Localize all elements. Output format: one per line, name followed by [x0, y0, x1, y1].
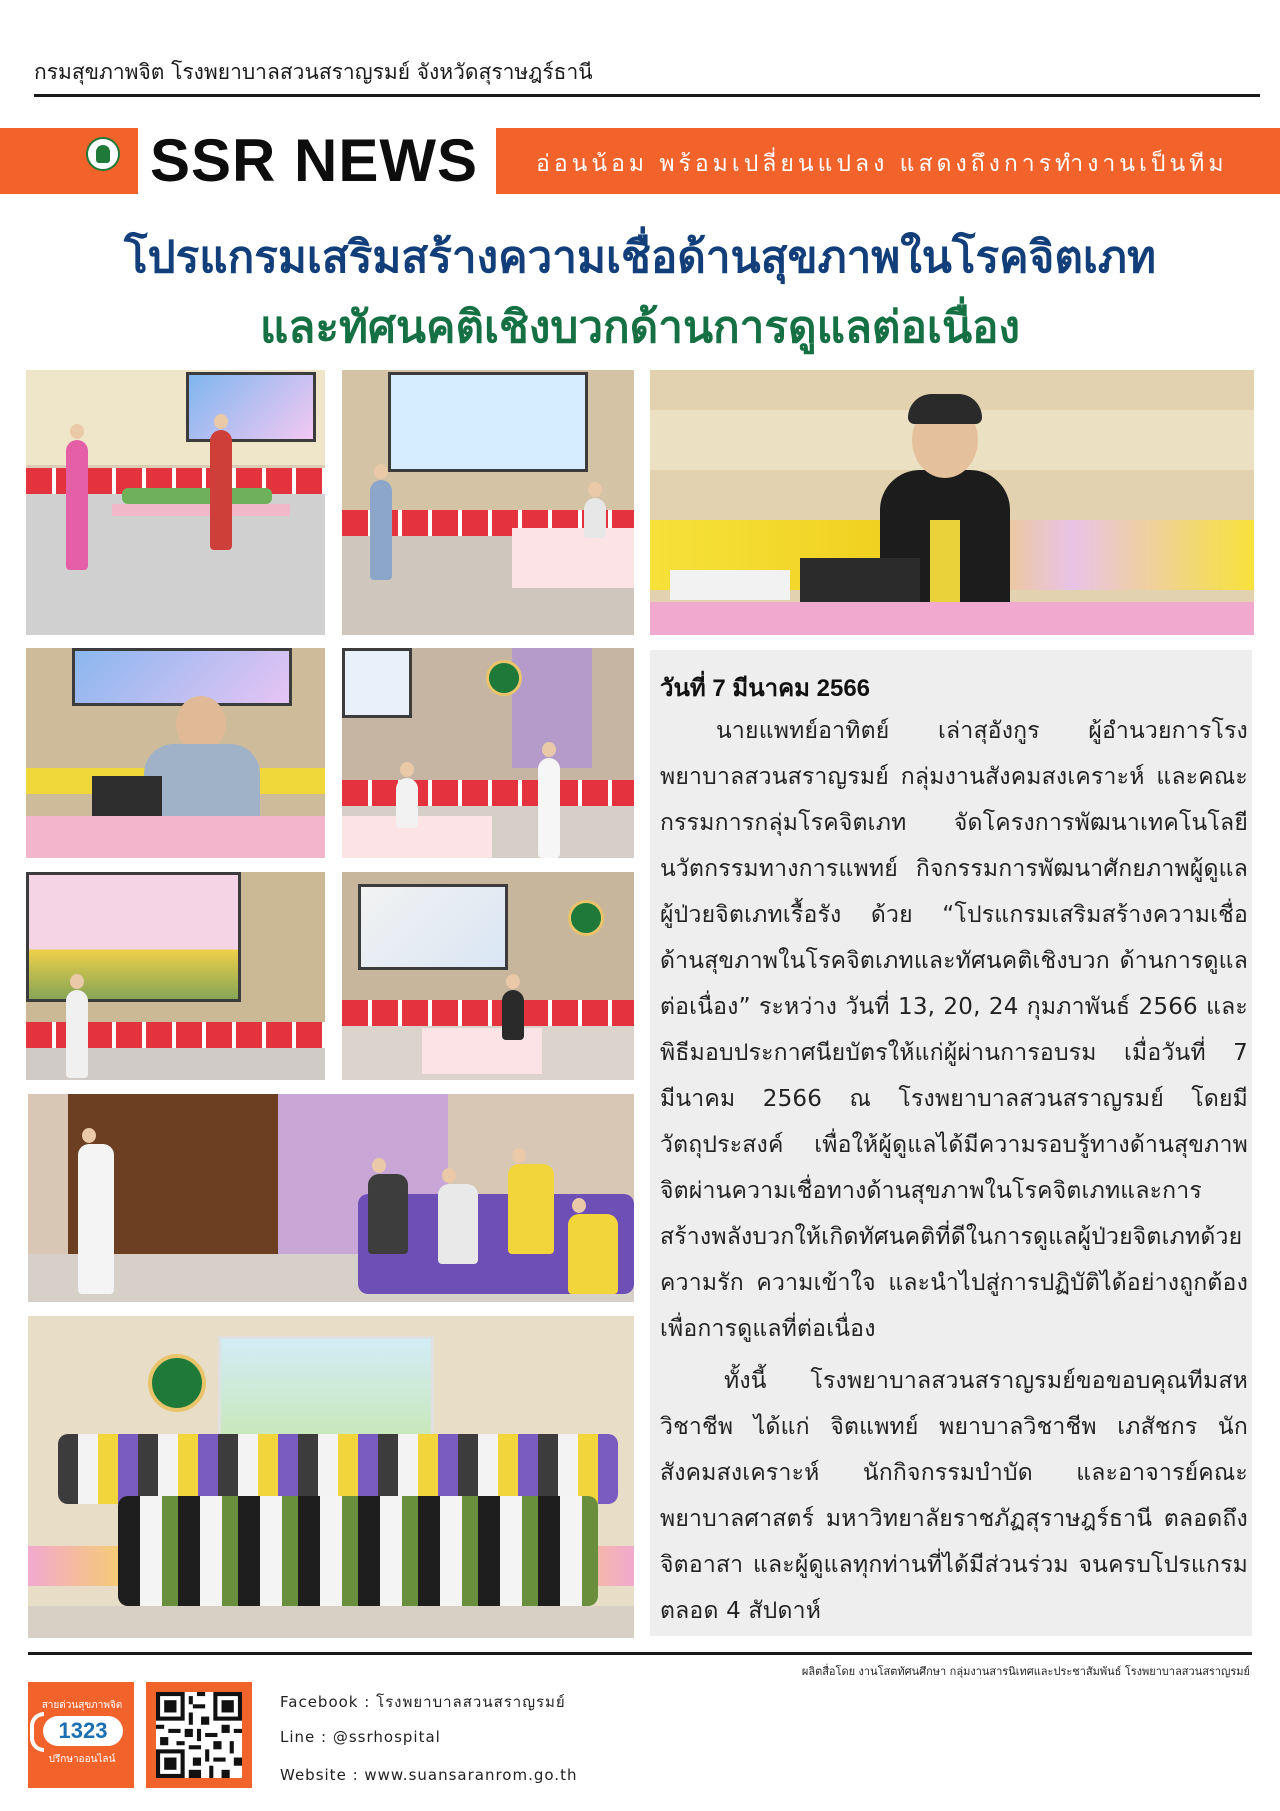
- photo-slide-presentation: [342, 370, 634, 635]
- website-link[interactable]: Website : www.suansaranrom.go.th: [280, 1766, 578, 1784]
- photo-audience-participation: [28, 1094, 634, 1302]
- facebook-link[interactable]: Facebook : โรงพยาบาลสวนสราญรมย์: [280, 1693, 566, 1711]
- article-date: วันที่ 7 มีนาคม 2566: [660, 675, 871, 702]
- article-paragraph-1: นายแพทย์อาทิตย์ เล่าสุอังกูร ผู้อำนวยการโรงพยาบาลสวนสราญรมย์ กลุ่มงานสังคมสงเคราะห์ และคณะกรรมการกลุ่มโรคจิตเภท จัดโครงการพัฒนาเทคโนโลยีนวัตกรรมทางการแพทย์ กิจกรรมการพัฒนาศักยภาพผู้ดูแลผู้ป่วยจิตเภทเรื้อรัง ด้วย “โปรแกรมเสริมสร้างความเชื่อด้านสุขภาพในโรคจิตเภทและทัศนคติเชิงบวก ด้านการดูแลต่อเนื่อง” ระหว่าง วันที่ 13, 20, 24 กุมภาพันธ์ 2566 และพิธีมอบประกาศนียบัตรให้แก่ผู้ผ่านการอบรม เมื่อวันที่ 7 มีนาคม 2566 ณ โรงพยาบาลสวนสราญรมย์ โดยมีวัตถุประสงค์ เพื่อให้ผู้ดูแลได้มีความรอบรู้ทางด้านสุขภาพจิตผ่านความเชื่อทางด้านสุขภาพในโรคจิตเภทและการสร้างพลังบวกให้เกิดทัศนคติที่ดีในการดูแลผู้ป่วยจิตเภทด้วยความรัก ความเข้าใจ และนำไปสู่การปฏิบัติได้อย่างถูกต้องเพื่อการดูแลที่ต่อเนื่อง: [660, 718, 1248, 1342]
- photo-staff-presenting: [342, 648, 634, 858]
- photo-group-certificates: [28, 1316, 634, 1638]
- photo-presenter-with-plants: [26, 370, 325, 635]
- qr-code-icon[interactable]: [156, 1692, 242, 1778]
- hotline-number: 1323: [43, 1716, 123, 1746]
- footer-divider: [28, 1652, 1252, 1655]
- department-logo-icon: [86, 137, 120, 171]
- header-divider: [34, 94, 1260, 97]
- headline-line-1: โปรแกรมเสริมสร้างความเชื่อด้านสุขภาพในโรคจิตเภท: [124, 232, 1156, 283]
- slogan: อ่อนน้อม พร้อมเปลี่ยนแปลง แสดงถึงการทำงานเป็นทีม: [536, 151, 1228, 177]
- photo-video-session: [342, 872, 634, 1080]
- organization-line: กรมสุขภาพจิต โรงพยาบาลสวนสราญรมย์ จังหวัดสุราษฎร์ธานี: [34, 60, 593, 84]
- phone-icon: [30, 1712, 44, 1752]
- photo-director-speaking: [650, 370, 1254, 635]
- production-credit: ผลิตสื่อโดย งานโสตทัศนศึกษา กลุ่มงานสารนิเทศและประชาสัมพันธ์ โรงพยาบาลสวนสราญรมย์: [801, 1665, 1250, 1678]
- hotline-label: สายด่วนสุขภาพจิต: [41, 1700, 123, 1711]
- newsletter-brand: SSR NEWS: [150, 127, 479, 194]
- line-id[interactable]: Line : @ssrhospital: [280, 1728, 441, 1746]
- hotline-online-label: ปรึกษาออนไลน์: [48, 1754, 116, 1765]
- photo-objective-slide: [26, 872, 325, 1080]
- headline-line-2: และทัศนคติเชิงบวกด้านการดูแลต่อเนื่อง: [260, 302, 1020, 353]
- article-paragraph-2: ทั้งนี้ โรงพยาบาลสวนสราญรมย์ขอขอบคุณทีมสหวิชาชีพ ได้แก่ จิตแพทย์ พยาบาลวิชาชีพ เภสัชกร นักสังคมสงเคราะห์ นักกิจกรรมบำบัด และอาจารย์คณะพยาบาลศาสตร์ มหาวิทยาลัยราชภัฏสุราษฎร์ธานี ตลอดถึงจิตอาสา และผู้ดูแลทุกท่านที่ได้มีส่วนร่วม จนครบโปรแกรมตลอด 4 สัปดาห์: [660, 1368, 1248, 1624]
- photo-speaker-microphone: [26, 648, 325, 858]
